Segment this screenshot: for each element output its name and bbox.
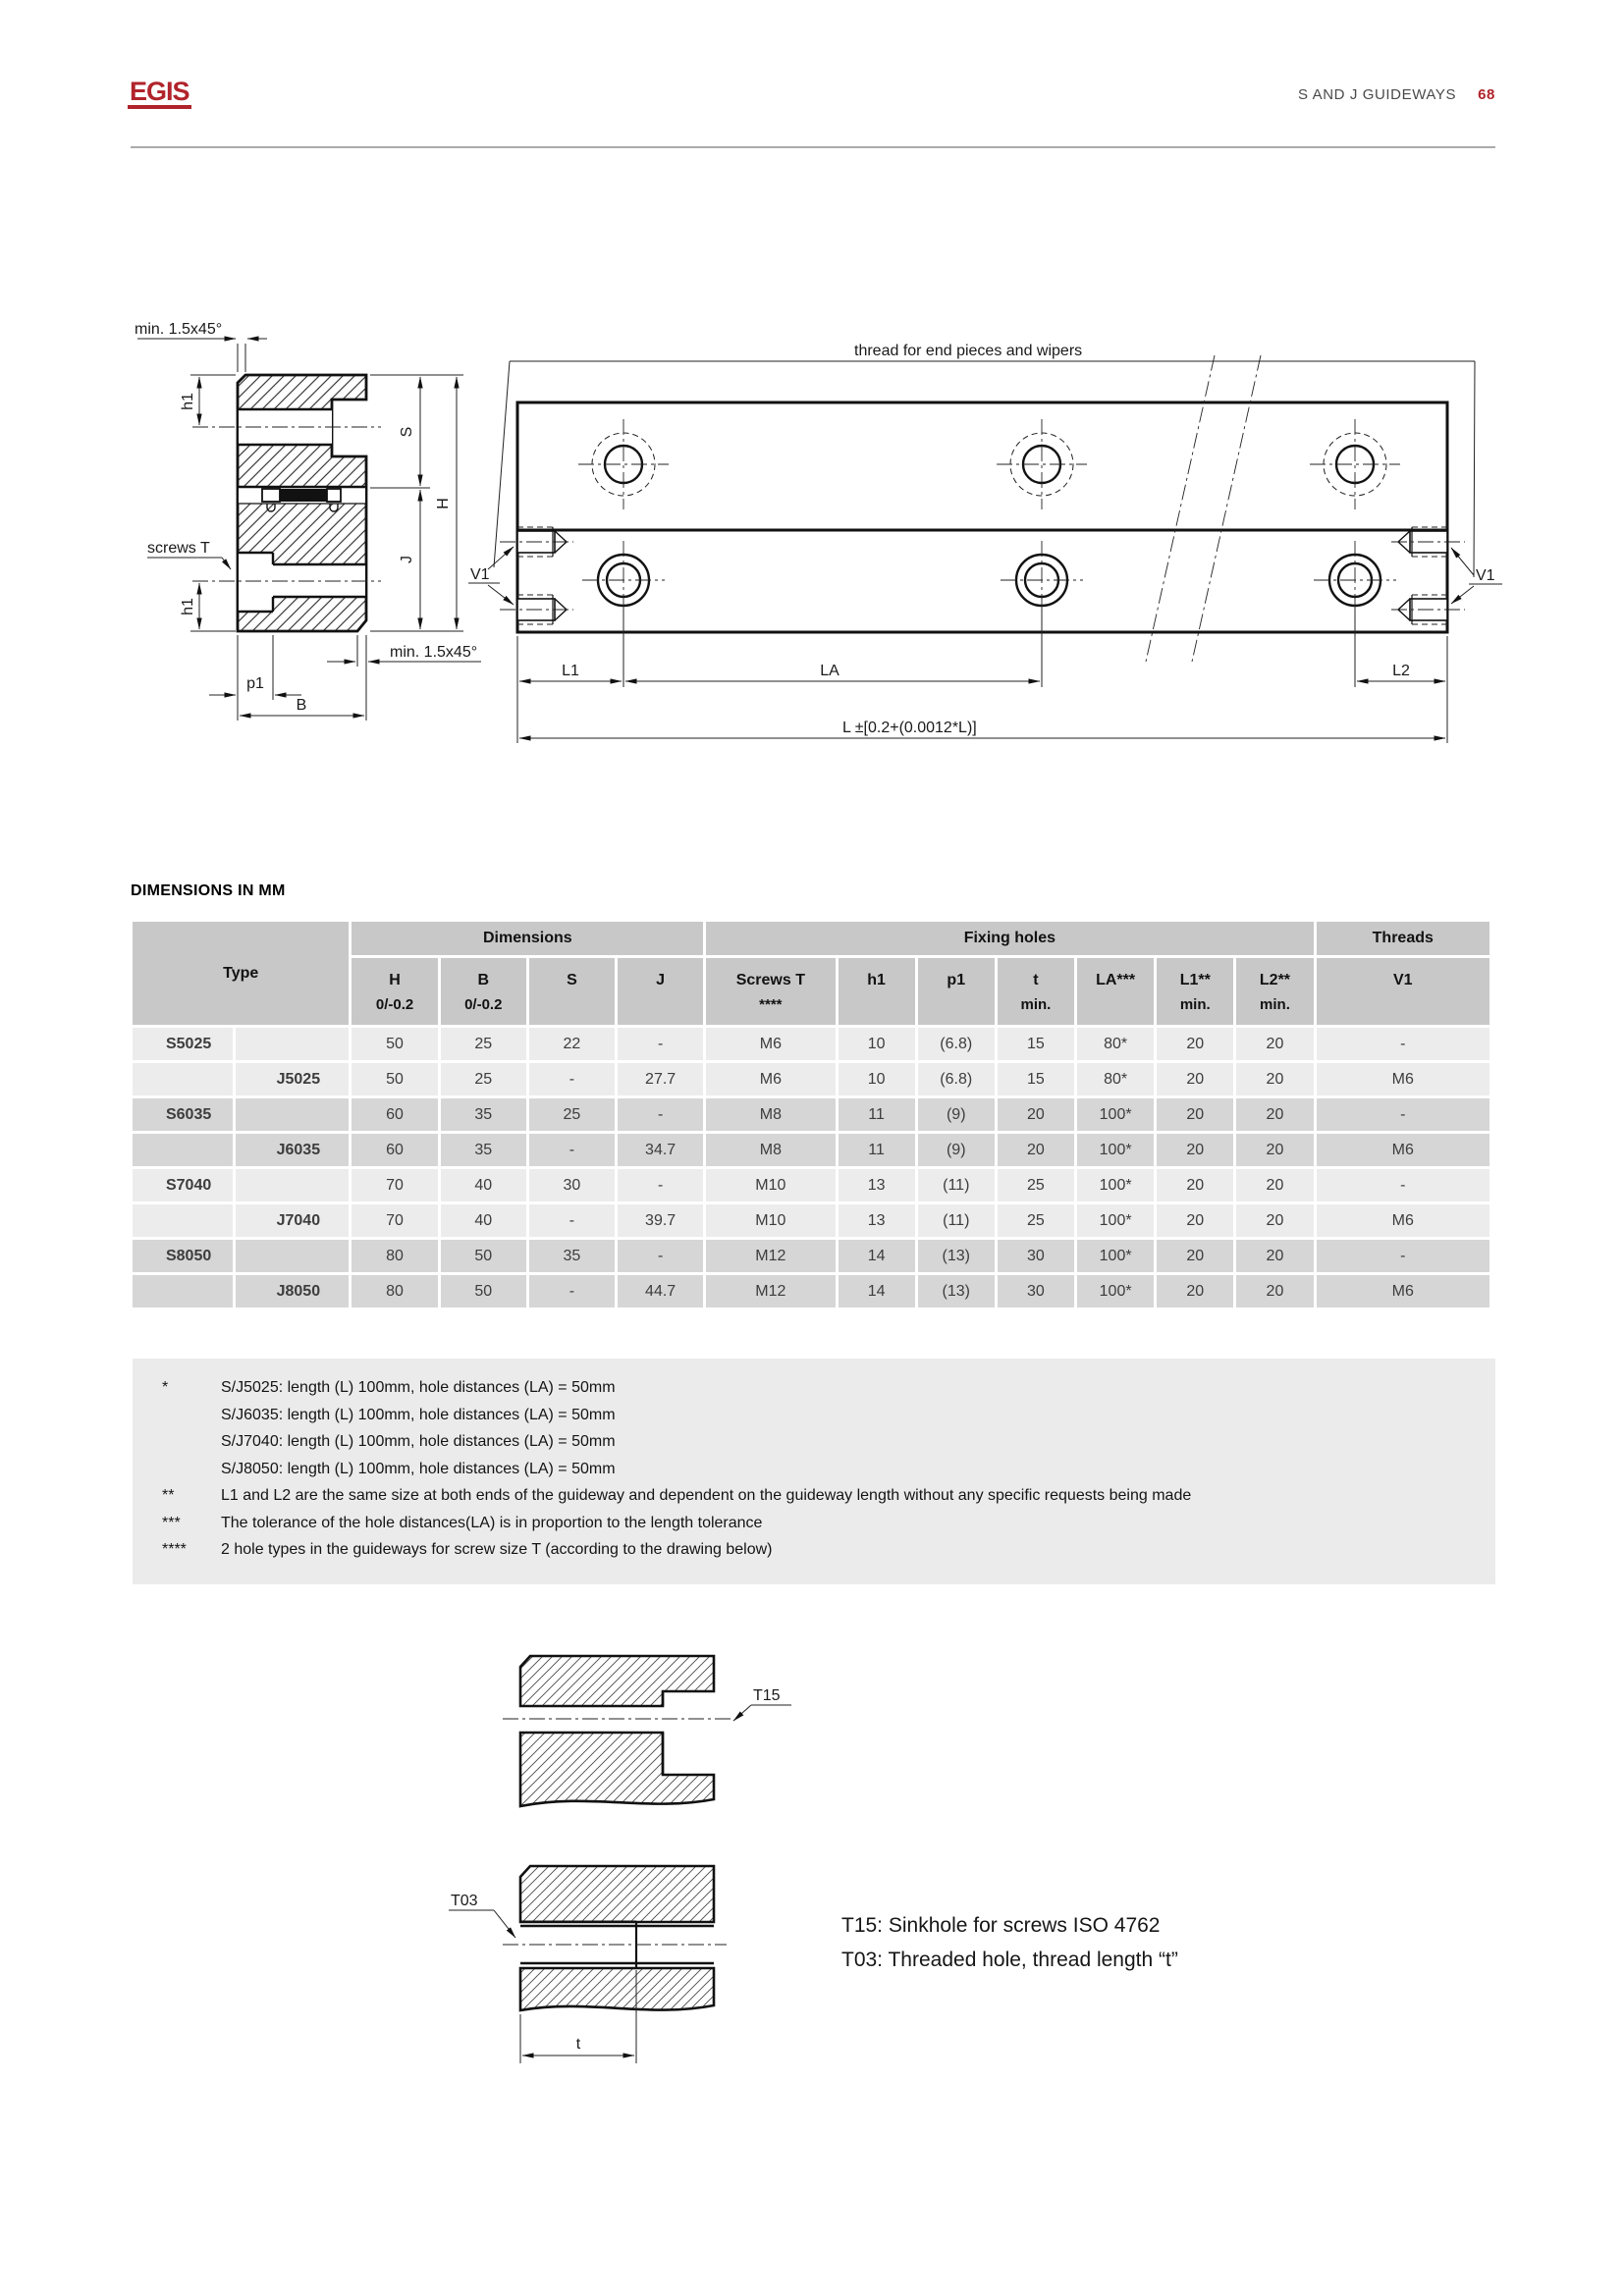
- footnote-text: The tolerance of the hole distances(LA) is in proportion to the length tolerance: [221, 1514, 763, 1531]
- value-cell: 20: [1236, 1169, 1313, 1201]
- value-cell: 80: [352, 1240, 437, 1272]
- footnote-marker: *: [162, 1379, 169, 1396]
- value-cell: -: [618, 1169, 703, 1201]
- value-cell: (11): [918, 1204, 995, 1237]
- value-cell: (11): [918, 1169, 995, 1201]
- value-cell: 20: [1157, 1134, 1233, 1166]
- dim-l-total-label: L ±[0.2+(0.0012*L)]: [842, 720, 977, 736]
- value-cell: 20: [1236, 1098, 1313, 1131]
- value-cell: M6: [1317, 1063, 1489, 1095]
- hole-type-legend: [841, 1908, 1178, 1977]
- value-cell: 20: [1157, 1063, 1233, 1095]
- value-cell: 25: [529, 1098, 615, 1131]
- value-cell: -: [618, 1028, 703, 1060]
- value-cell: 20: [998, 1134, 1074, 1166]
- value-cell: M6: [706, 1063, 835, 1095]
- value-cell: M6: [1317, 1134, 1489, 1166]
- value-cell: 20: [1236, 1063, 1313, 1095]
- value-cell: -: [1317, 1098, 1489, 1131]
- header-divider: [131, 146, 1495, 148]
- t03-label: T03: [451, 1893, 478, 1909]
- guideway-drawing: [77, 196, 1547, 766]
- value-cell: 30: [998, 1275, 1074, 1308]
- value-cell: 20: [1157, 1169, 1233, 1201]
- type-cell: J8050: [236, 1275, 349, 1308]
- column-header-screws-t: Screws T ****: [706, 958, 835, 1025]
- footnote-line: [133, 1374, 1495, 1402]
- column-header-l2: L2** min.: [1236, 958, 1313, 1025]
- column-header-s: S: [529, 958, 615, 1025]
- footnote-marker: **: [162, 1487, 175, 1504]
- value-cell: 25: [441, 1028, 526, 1060]
- value-cell: M10: [706, 1204, 835, 1237]
- group-header-threads: Threads: [1317, 922, 1489, 955]
- type-cell: S7040: [133, 1169, 233, 1201]
- value-cell: 20: [1157, 1240, 1233, 1272]
- table-row: [133, 1098, 1489, 1131]
- footnote-text: 2 hole types in the guideways for screw size T (according to the drawing below): [221, 1541, 773, 1558]
- type-cell: [133, 1204, 233, 1237]
- value-cell: 13: [839, 1204, 915, 1237]
- section-title: S AND J GUIDEWAYS: [1298, 86, 1457, 103]
- value-cell: 50: [352, 1028, 437, 1060]
- type-cell: [133, 1275, 233, 1308]
- t15-detail: [503, 1656, 791, 1806]
- value-cell: 20: [1157, 1098, 1233, 1131]
- type-cell: [236, 1098, 349, 1131]
- footnote-text: S/J7040: length (L) 100mm, hole distances (LA) = 50mm: [221, 1433, 616, 1450]
- value-cell: M6: [706, 1028, 835, 1060]
- page-header: [1298, 86, 1495, 103]
- dim-b-label: B: [296, 697, 307, 714]
- value-cell: M12: [706, 1240, 835, 1272]
- type-cell: [236, 1240, 349, 1272]
- value-cell: 100*: [1077, 1134, 1154, 1166]
- table-row: [133, 1204, 1489, 1237]
- value-cell: M12: [706, 1275, 835, 1308]
- value-cell: (6.8): [918, 1063, 995, 1095]
- side-view: [494, 343, 1502, 743]
- dim-h1-top-label: h1: [180, 393, 196, 410]
- footnote-line: [133, 1510, 1495, 1537]
- value-cell: 35: [529, 1240, 615, 1272]
- footnote-line: [133, 1536, 1495, 1564]
- value-cell: 100*: [1077, 1240, 1154, 1272]
- group-header-fixing-holes: Fixing holes: [706, 922, 1313, 955]
- type-cell: [236, 1028, 349, 1060]
- value-cell: 50: [441, 1275, 526, 1308]
- value-cell: -: [529, 1275, 615, 1308]
- value-cell: 80: [352, 1275, 437, 1308]
- value-cell: 30: [998, 1240, 1074, 1272]
- value-cell: 44.7: [618, 1275, 703, 1308]
- type-cell: S8050: [133, 1240, 233, 1272]
- hole-detail-drawings: [432, 1620, 1178, 2081]
- t15-legend-line: T15: Sinkhole for screws ISO 4762: [841, 1914, 1161, 1937]
- footnote-text: L1 and L2 are the same size at both ends of the guideway and dependent on the guideway length without any specific requests being made: [221, 1487, 1192, 1504]
- table-row: [133, 1063, 1489, 1095]
- type-cell: [133, 1134, 233, 1166]
- value-cell: 10: [839, 1063, 915, 1095]
- dimensions-table: [130, 919, 1492, 1310]
- value-cell: 10: [839, 1028, 915, 1060]
- egis-logo: EGIS: [128, 79, 191, 109]
- t03-detail: [449, 1866, 727, 2063]
- value-cell: 20: [1236, 1275, 1313, 1308]
- value-cell: 100*: [1077, 1204, 1154, 1237]
- value-cell: -: [618, 1098, 703, 1131]
- value-cell: (9): [918, 1134, 995, 1166]
- footnote-text: S/J6035: length (L) 100mm, hole distances (LA) = 50mm: [221, 1406, 616, 1423]
- value-cell: 70: [352, 1204, 437, 1237]
- value-cell: -: [1317, 1169, 1489, 1201]
- value-cell: 60: [352, 1134, 437, 1166]
- value-cell: 20: [1157, 1028, 1233, 1060]
- value-cell: M6: [1317, 1204, 1489, 1237]
- value-cell: -: [618, 1240, 703, 1272]
- value-cell: -: [1317, 1028, 1489, 1060]
- table-title: DIMENSIONS IN MM: [131, 882, 286, 899]
- t03-legend-line: T03: Threaded hole, thread length “t”: [841, 1949, 1178, 1971]
- column-header-v1: V1: [1317, 958, 1489, 1025]
- value-cell: 50: [352, 1063, 437, 1095]
- type-cell: S6035: [133, 1098, 233, 1131]
- value-cell: 35: [441, 1134, 526, 1166]
- value-cell: 40: [441, 1204, 526, 1237]
- thread-note: thread for end pieces and wipers: [854, 343, 1083, 359]
- column-header-la: LA***: [1077, 958, 1154, 1025]
- value-cell: 60: [352, 1098, 437, 1131]
- value-cell: 35: [441, 1098, 526, 1131]
- value-cell: M8: [706, 1098, 835, 1131]
- value-cell: 22: [529, 1028, 615, 1060]
- value-cell: 40: [441, 1169, 526, 1201]
- table-row: [133, 1275, 1489, 1308]
- dim-t-label: t: [575, 2036, 581, 2053]
- value-cell: -: [529, 1204, 615, 1237]
- dim-chamfer-bottom-label: min. 1.5x45°: [390, 644, 478, 661]
- value-cell: M6: [1317, 1275, 1489, 1308]
- table-row: [133, 1028, 1489, 1060]
- footnote-line: [133, 1456, 1495, 1483]
- value-cell: (13): [918, 1240, 995, 1272]
- value-cell: 20: [1157, 1275, 1233, 1308]
- value-cell: -: [1317, 1240, 1489, 1272]
- value-cell: 20: [1236, 1204, 1313, 1237]
- value-cell: 70: [352, 1169, 437, 1201]
- column-header-j: J: [618, 958, 703, 1025]
- value-cell: 20: [1157, 1204, 1233, 1237]
- table-row: [133, 1240, 1489, 1272]
- dim-l1-label: L1: [562, 663, 579, 679]
- value-cell: M10: [706, 1169, 835, 1201]
- table-row: [133, 1134, 1489, 1166]
- footnote-line: [133, 1482, 1495, 1510]
- footnote-line: [133, 1402, 1495, 1429]
- value-cell: -: [529, 1134, 615, 1166]
- value-cell: 39.7: [618, 1204, 703, 1237]
- footnote-line: [133, 1428, 1495, 1456]
- column-header-type: Type: [133, 922, 349, 1025]
- footnote-text: S/J8050: length (L) 100mm, hole distances (LA) = 50mm: [221, 1460, 616, 1477]
- type-cell: S5025: [133, 1028, 233, 1060]
- column-header-l1: L1** min.: [1157, 958, 1233, 1025]
- column-header-b: B 0/-0.2: [441, 958, 526, 1025]
- value-cell: (13): [918, 1275, 995, 1308]
- value-cell: 30: [529, 1169, 615, 1201]
- dim-h1-bottom-label: h1: [180, 598, 196, 615]
- value-cell: 14: [839, 1275, 915, 1308]
- value-cell: 25: [998, 1169, 1074, 1201]
- value-cell: 25: [441, 1063, 526, 1095]
- type-cell: J7040: [236, 1204, 349, 1237]
- value-cell: 80*: [1077, 1028, 1154, 1060]
- type-cell: J5025: [236, 1063, 349, 1095]
- value-cell: 25: [998, 1204, 1074, 1237]
- type-cell: J6035: [236, 1134, 349, 1166]
- footnotes-box: [133, 1359, 1495, 1584]
- wiper-seal: [280, 489, 327, 502]
- column-header-p1: p1: [918, 958, 995, 1025]
- cross-section-view: [135, 321, 514, 721]
- value-cell: 50: [441, 1240, 526, 1272]
- t15-label: T15: [753, 1687, 781, 1704]
- dim-chamfer-top-label: min. 1.5x45°: [135, 321, 223, 338]
- type-cell: [236, 1169, 349, 1201]
- column-header-t: t min.: [998, 958, 1074, 1025]
- dim-l2-label: L2: [1392, 663, 1410, 679]
- value-cell: 20: [998, 1098, 1074, 1131]
- value-cell: 11: [839, 1134, 915, 1166]
- value-cell: 20: [1236, 1134, 1313, 1166]
- value-cell: 13: [839, 1169, 915, 1201]
- dim-j-label: J: [399, 556, 415, 563]
- value-cell: 20: [1236, 1028, 1313, 1060]
- value-cell: 100*: [1077, 1275, 1154, 1308]
- table-row: [133, 1169, 1489, 1201]
- page-number: 68: [1478, 86, 1495, 103]
- value-cell: 100*: [1077, 1169, 1154, 1201]
- value-cell: (9): [918, 1098, 995, 1131]
- column-header-h1: h1: [839, 958, 915, 1025]
- type-cell: [133, 1063, 233, 1095]
- value-cell: 100*: [1077, 1098, 1154, 1131]
- dim-p1-label: p1: [246, 675, 264, 692]
- v1-right-label: V1: [1476, 567, 1495, 584]
- value-cell: 15: [998, 1063, 1074, 1095]
- value-cell: 20: [1236, 1240, 1313, 1272]
- footnote-marker: ****: [162, 1541, 187, 1558]
- value-cell: 14: [839, 1240, 915, 1272]
- value-cell: 34.7: [618, 1134, 703, 1166]
- table-body: [133, 1028, 1489, 1308]
- footnote-text: S/J5025: length (L) 100mm, hole distances (LA) = 50mm: [221, 1379, 616, 1396]
- v1-left-label: V1: [470, 566, 490, 583]
- value-cell: (6.8): [918, 1028, 995, 1060]
- group-header-dimensions: Dimensions: [352, 922, 703, 955]
- value-cell: 15: [998, 1028, 1074, 1060]
- column-header-h: H 0/-0.2: [352, 958, 437, 1025]
- value-cell: 27.7: [618, 1063, 703, 1095]
- dim-s-label: S: [399, 426, 415, 438]
- value-cell: -: [529, 1063, 615, 1095]
- screws-t-note: screws T: [147, 540, 210, 557]
- footnote-marker: ***: [162, 1514, 181, 1531]
- dim-h-label: H: [435, 498, 452, 509]
- dim-la-label: LA: [820, 663, 839, 679]
- value-cell: 11: [839, 1098, 915, 1131]
- value-cell: M8: [706, 1134, 835, 1166]
- value-cell: 80*: [1077, 1063, 1154, 1095]
